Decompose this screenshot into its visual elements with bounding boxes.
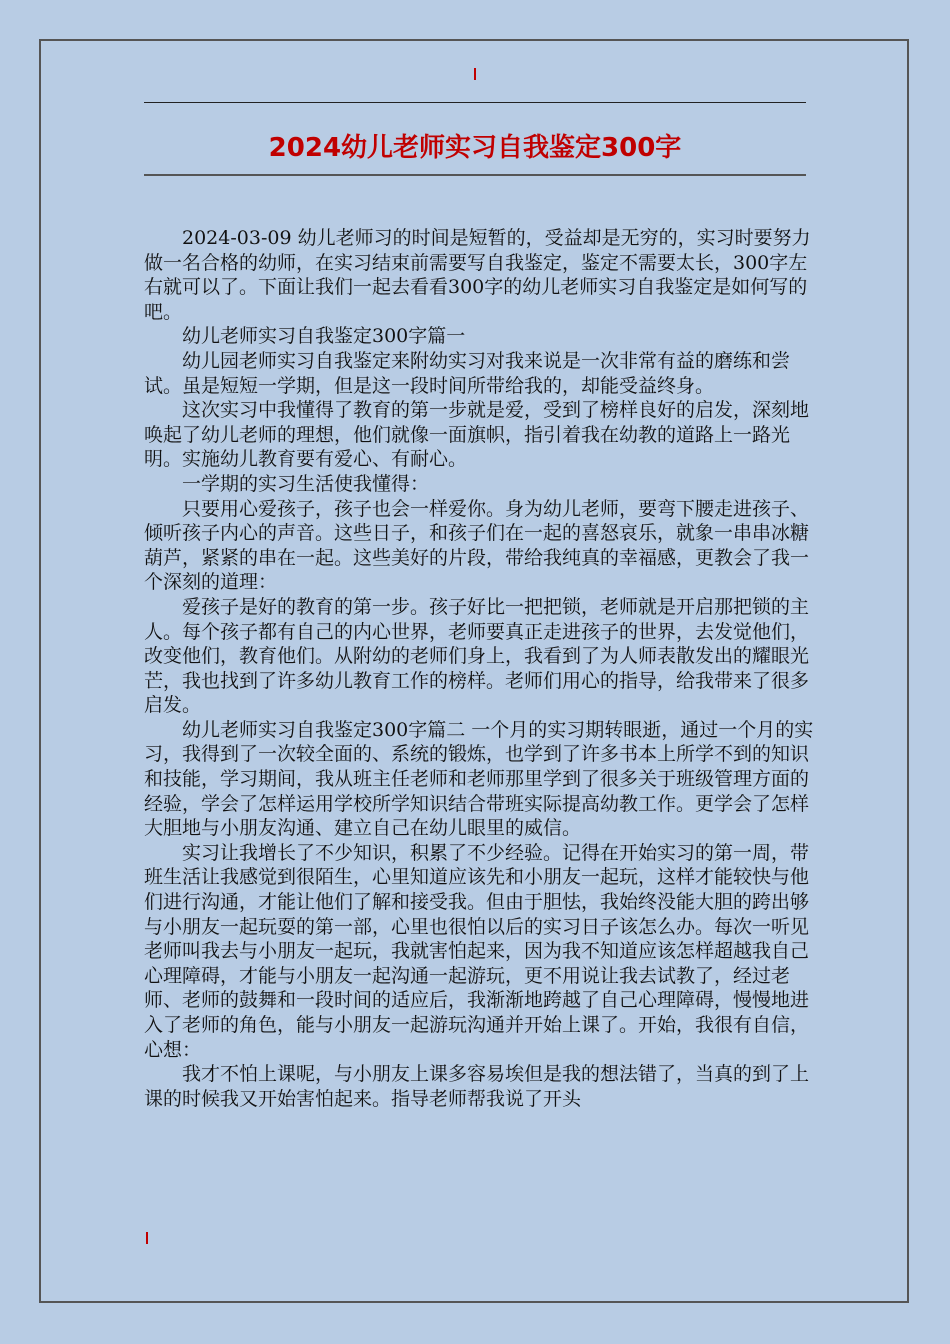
paragraph-4: 只要用心爱孩子，孩子也会一样爱你。身为幼儿老师，要弯下腰走进孩子、倾听孩子内心的声音。这些日子，和孩子们在一起的喜怒哀乐，就象一串串冰糖葫芦，紧紧的串在一起。这些美好的片段，带给我纯真的幸福感，更教会了我一个深刻的道理： xyxy=(144,497,810,594)
paragraph-heading-one: 幼儿老师实习自我鉴定300字篇一 xyxy=(182,325,466,348)
paragraph-1: 幼儿园老师实习自我鉴定来附幼实习对我来说是一次非常有益的磨练和尝试。虽是短短一学期，但是这一段时间所带给我的，却能受益终身。 xyxy=(144,349,791,397)
paragraph-8: 我才不怕上课呢，与小朋友上课多容易埃但是我的想法错了，当真的到了上课的时候我又开始害怕起来。指导老师帮我说了开头 xyxy=(144,1063,810,1110)
document-title: 2024幼儿老师实习自我鉴定300字 xyxy=(268,133,682,163)
paragraph-5: 爱孩子是好的教育的第一步。孩子好比一把把锁，老师就是开启那把锁的主人。每个孩子都有自己的内心世界，老师要真正走进孩子的世界，去发觉他们，改变他们，教育他们。从附幼的老师们身上，我看到了为人师表散发出的耀眼光芒，我也找到了许多幼儿教育工作的榜样。老师们用心的指导，给我带来了很多启发。 xyxy=(144,595,810,717)
paragraph-intro: 2024-03-09 幼儿老师习的时间是短暂的，受益却是无穷的，实习时要努力做一名合格的幼师，在实习结束前需要写自我鉴定，鉴定不需要太长，300字左右就可以了。下面让我们一起去看看300字的幼儿老师实习自我鉴定是如何写的吧。 xyxy=(144,227,811,323)
paragraph-3: 一学期的实习生活使我懂得： xyxy=(182,472,430,495)
paragraph-2: 这次实习中我懂得了教育的第一步就是爱，受到了榜样良好的启发，深刻地唤起了幼儿老师的理想，他们就像一面旗帜，指引着我在幼教的道路上一路光明。实施幼儿教育要有爱心、有耐心。 xyxy=(144,399,810,471)
header-cursor-mark xyxy=(474,68,476,80)
footer-cursor-mark xyxy=(146,1232,148,1244)
title-rule xyxy=(144,174,806,176)
paragraph-7: 实习让我增长了不少知识，积累了不少经验。记得在开始实习的第一周，带班生活让我感觉到很陌生，心里知道应该先和小朋友一起玩，这样才能较快与他们进行沟通，才能让他们了解和接受我。但由于胆怯，我始终没能大胆的跨出够与小朋友一起玩耍的第一部，心里也很怕以后的实习日子该怎么办。每次一听见老师叫我去与小朋友一起玩，我就害怕起来，因为我不知道应该怎样超越我自己心理障碍，才能与小朋友一起沟通一起游玩，更不用说让我去试教了，经过老师、老师的鼓舞和一段时间的适应后，我渐渐地跨越了自己心理障碍，慢慢地进入了老师的角色，能与小朋友一起游玩沟通并开始上课了。开始，我很有自信，心想： xyxy=(144,841,810,1061)
paragraph-6: 幼儿老师实习自我鉴定300字篇二 一个月的实习期转眼逝，通过一个月的实习，我得到了一次较全面的、系统的锻炼，也学到了许多书本上所学不到的知识和技能，学习期间，我从班主任老师和老师那里学到了很多关于班级管理方面的经验，学会了怎样运用学校所学知识结合带班实际提高幼教工作。更学会了怎样大胆地与小朋友沟通、建立自己在幼儿眼里的威信。 xyxy=(144,718,814,840)
header-rule xyxy=(144,102,806,103)
document-body xyxy=(144,226,824,1111)
